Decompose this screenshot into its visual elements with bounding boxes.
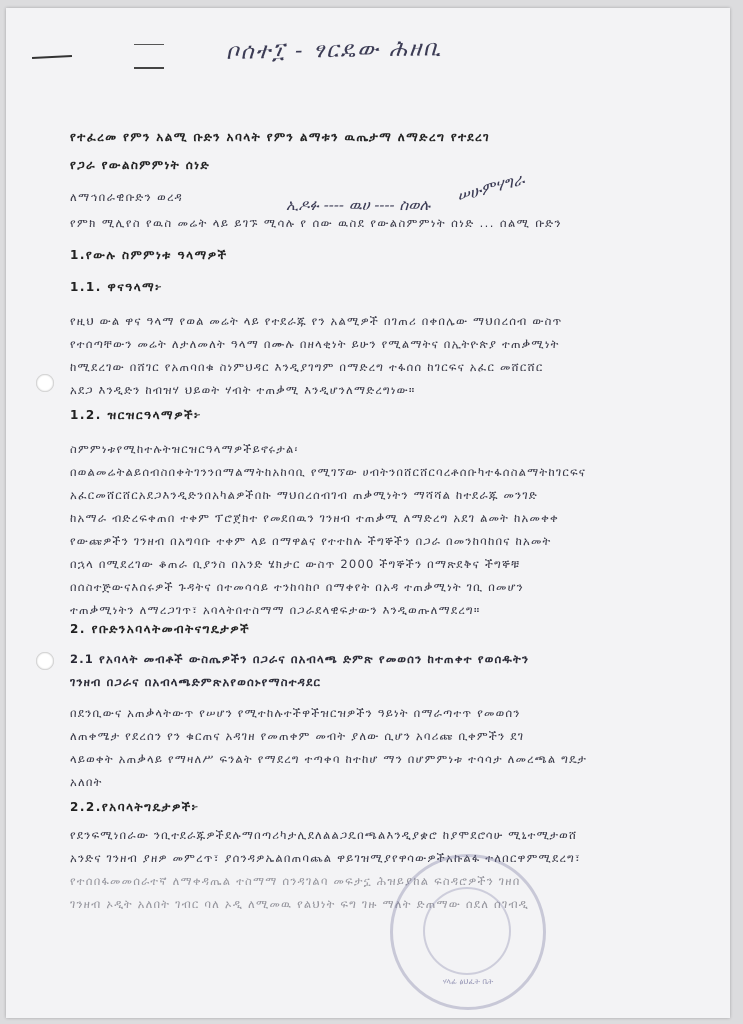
body-line: የተሰጣቸውን መሬት ለታለመለት ዓላማ በሙሉ በዘላቂነት ይሁን የሚልማትና በኢትዮጵያ ተጠቃሚነት bbox=[70, 337, 560, 351]
punch-hole bbox=[36, 652, 54, 670]
handwritten-signature: ሠሁምሃግራ bbox=[454, 169, 527, 206]
pen-stroke bbox=[32, 55, 72, 59]
section-1-1-title: 1.1. ዋናዓላማ፦ bbox=[70, 280, 164, 294]
handwritten-title: ቦሰተ፲ - ፃርዴው ሕዘቢ bbox=[225, 36, 443, 65]
section-2-1-body bbox=[70, 702, 670, 794]
intro-line-4: የምክ ሚሊየስ የዉስ መሬት ላይ ይገኙ ሚሳሉ የ ሰው ዉስደ የውልስምምነት ሰነድ ... ሰልሚ ቡድን bbox=[70, 216, 562, 230]
section-1-1-body bbox=[70, 310, 670, 402]
body-line: ስምምነቱየሚከተሉትዝርዝርዓላማዎችይኖሩታል፡ bbox=[70, 442, 299, 456]
body-line: በሰስተጅውናእሰሩዎች ጉዳትና በተመሳሳይ ተንከባከቦ በማቀየት በአዳ ተጠቃሚነት ገቢ በመሆን bbox=[70, 580, 524, 594]
stamp-inner-ring bbox=[423, 887, 511, 975]
handwritten-name: ኢዶፉ ---- ዉሀ ---- ስወሉ bbox=[286, 196, 431, 214]
section-2-2-body bbox=[70, 824, 670, 916]
body-line: አለበት bbox=[70, 775, 103, 789]
body-line: ከአማራ ብድረፍቀጠበ ተቀም ፕሮጀክተ የመደበዉን ገንዘብ ተጠቃሚ ለማድረግ አደገ ልመት ከአመቀቀ bbox=[70, 511, 559, 525]
body-line: የደንፍሚነበራው ንቢተደራጁዎችደሉማበጣሪካታሊደለልልጋዴበጫልእንዲያቋሮ ከያሞደሮሳሁ ሚኒተሚታወሸ bbox=[70, 828, 578, 842]
punch-hole bbox=[36, 374, 54, 392]
subsection-title-line: ገንዘብ በጋራና በአብላጫድምጽአየወሰኑየማስተዳደር bbox=[70, 675, 322, 689]
body-line: አንድና ገንዘብ ያዘዎ መምረጥ፣ ያሰንዳዎኤልበጠባጨል ዋይገዝሚያየዋሳውዎችአኩልፋ ተለበርዋምሚደረግ፣ bbox=[70, 851, 581, 865]
body-line: በኋላ በሚደረገው ቆጠራ ቢያንስ በአንድ ሄክታር ውስጥ 2000 ችግኞችን በማጽደቅና ችግኞቹ bbox=[70, 557, 521, 571]
body-line: የተሰበፋመመሰራተኛ ለማቀዳጤል ተስማማ ሰንዳገልባ መፍታኗ ሕዝይያከል ፍስዳሮዎችን ገዘበ bbox=[70, 874, 521, 888]
body-line: በደንቢውና አጠቃላትውጥ የሠሆን የሚተከሉተችዋችዝርዝዎችን ዓይነት በማራጣተጥ የመወሰን bbox=[70, 706, 521, 720]
intro-line-2: የጋራ የውልስምምነት ሰነድ bbox=[70, 158, 211, 172]
section-1-2-body bbox=[70, 438, 670, 622]
body-line: አፈርመሸርሸርአደጋእንዲድንበአካልዎችበኩ ማህበረሰብገብ ጠቃሚነትን ማሻሻል ከተደራጁ መንገድ bbox=[70, 488, 538, 502]
section-1-2-title: 1.2. ዝርዝርዓላማዎች፦ bbox=[70, 408, 202, 422]
section-2-1-title bbox=[70, 648, 670, 694]
intro-line-3-label: ለማኅበራዊቡድን ወረዳ bbox=[70, 190, 184, 204]
body-line: ገንዘብ ኦዲት አለበት ገብር ባለ ኦዲ ለሚመዉ የልህነት ፍግ ገዙ ማለት ድጠማው ሰደለ ሰገብዲ bbox=[70, 897, 530, 911]
official-stamp bbox=[390, 854, 546, 1010]
body-line: የዚህ ውል ዋና ዓላማ የወል መሬት ላይ የተደራጁ የን አልሚዎች በገጠሪ በቀበሌው ማህበረሰብ ውስጥ bbox=[70, 314, 563, 328]
body-line: ከሚደረገው በሸገር የአጠባበቁ ስነምህዳር እንዲያገግም በማድረግ ተፋሰሰ ከገርፍና አፈር መሸርሸር bbox=[70, 360, 544, 374]
section-1-title: 1.የውሉ ስምምነቱ ዓላማዎች bbox=[70, 248, 228, 262]
fax-mark bbox=[134, 44, 164, 69]
intro-line-1: የተፈረመ የምን አልሚ ቡድን አባላት የምን ልማቱን ዉጤታማ ለማድረግ የተደረገ bbox=[70, 130, 491, 144]
body-line: ላይወቀት አጠቃላይ የማዛለሥ ፍንልት የማደረግ ተጣቀባ ከተከሆ ማን በሆምምነቱ ተሳሳታ ለመረጫል ግዴታ bbox=[70, 752, 588, 766]
body-line: ለጠቀሜታ የደረሰን የን ቁርጠና አዳገዘ የመጠቀም መብት ያለው ሲሆን አባሪጩ ቢቀምችን ደገ bbox=[70, 729, 525, 743]
subsection-title-line: 2.1 የአባላት መብቶች ውስጤዎችን በጋራና በአብላጫ ድምጽ የመወሰን ከተጠቀተ የወሰዱትን bbox=[70, 652, 530, 666]
body-line: የውጩዎችን ገንዘብ በአግባቡ ተቀም ላይ በማዋልና የተተከሉ ችግኞችን በጋራ በመንከባከበና ከአመት bbox=[70, 534, 552, 548]
stamp-text: ሃላፊ ፅህፈት ቤት bbox=[442, 977, 494, 986]
document-page bbox=[6, 8, 730, 1018]
body-line: አደጋ እንዲድን ከብዝሃ ህይወት ሃብት ተጠቃሚ እንዲሆንለማድረግነው። bbox=[70, 383, 416, 397]
section-2-2-title: 2.2.የአባላትግዴታዎች፦ bbox=[70, 800, 200, 814]
body-line: ተጠቃሚነትን ለማረጋገጥ፣ አባላትበተስማማ በጋራደላዊፍታውን እንዲወጡለማደረግ። bbox=[70, 603, 481, 617]
section-2-title: 2. የቡድንአባላትመብትናግዴታዎች bbox=[70, 622, 251, 636]
body-line: በወልመሬትልይሰብስበቀትገንንበማልማትከአከባቢ የሚገኘው ሀብትንበሸርሸርባረቶሰቡካተፋሰስልማትከገርፍና bbox=[70, 465, 587, 479]
